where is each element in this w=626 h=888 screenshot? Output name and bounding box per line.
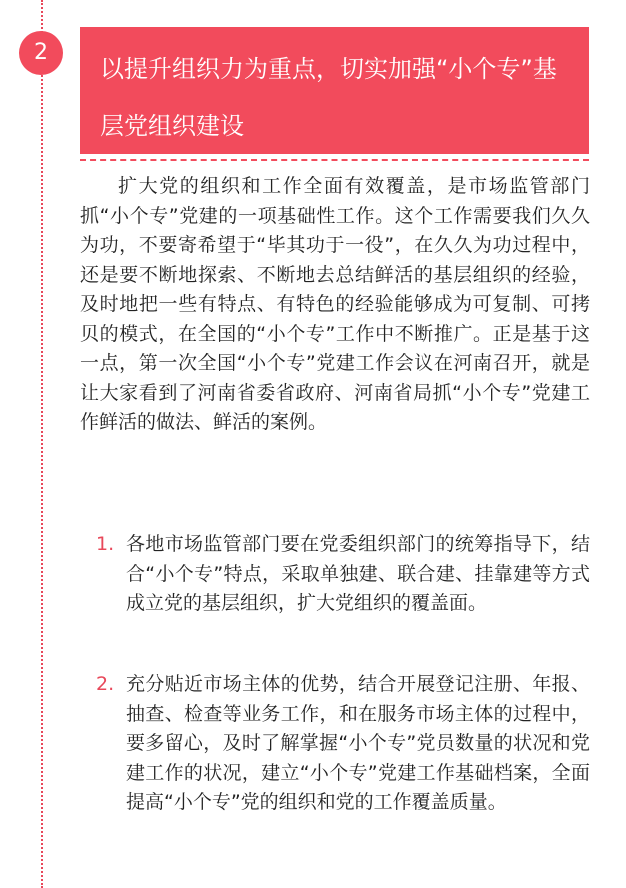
timeline-dotted-line	[41, 0, 43, 888]
list-item-text: 充分贴近市场主体的优势，结合开展登记注册、年报、抽查、检查等业务工作，和在服务市场主体的过程中，要多留心，及时了解掌握“小个专”党员数量的状况和党建工作的状况，建立“小个专”党建工作基础档案，全面提高“小个专”党的组织和党的工作覆盖质量。	[126, 673, 590, 813]
list-item	[96, 530, 590, 619]
step-number-badge: 2	[19, 31, 63, 75]
intro-paragraph: 扩大党的组织和工作全面有效覆盖，是市场监管部门抓“小个专”党建的一项基础性工作。这个工作需要我们久久为功，不要寄希望于“毕其功于一役”，在久久为功过程中，还是要不断地探索、不断地去总结鲜活的基层组织的经验，及时地把一些有特点、有特色的经验能够成为可复制、可拷贝的模式，在全国的“小个专”工作中不断推广。正是基于这一点，第一次全国“小个专”党建工作会议在河南召开，就是让大家看到了河南省委省政府、河南省局抓“小个专”党建工作鲜活的做法、鲜活的案例。	[80, 175, 590, 433]
list-item-number: 2.	[96, 673, 115, 695]
section-title: 以提升组织力为重点，切实加强“小个专”基层党组织建设	[80, 27, 589, 154]
list-item-text: 各地市场监管部门要在党委组织部门的统筹指导下，结合“小个专”特点，采取单独建、联合建、挂靠建等方式成立党的基层组织，扩大党组织的覆盖面。	[126, 533, 590, 614]
list-item-number: 1.	[96, 533, 115, 555]
title-dashed-divider	[80, 159, 589, 161]
list-item	[96, 670, 590, 818]
